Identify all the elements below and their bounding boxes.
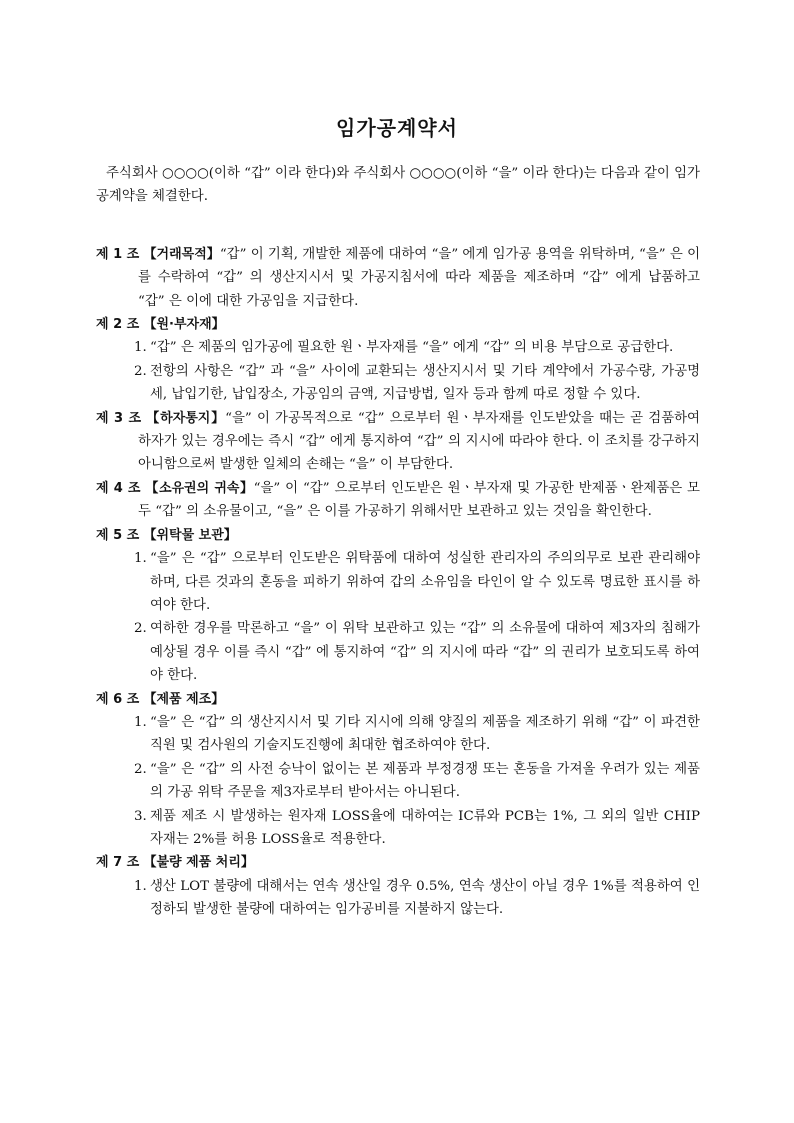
article-6 — [96, 688, 700, 711]
article-6-subject: 【제품 제조】 — [143, 691, 225, 707]
item-number: 2. — [134, 621, 147, 637]
article-2 — [96, 313, 700, 336]
item-text: “갑” 은 제품의 임가공에 필요한 원ㆍ부자재를 “을” 에게 “갑” 의 비용 부담으로 공급한다. — [150, 340, 674, 356]
document-title: 임가공계약서 — [336, 116, 458, 140]
article-2-item-2 — [96, 360, 700, 407]
item-text: “을” 은 “갑” 의 사전 승낙이 없이는 본 제품과 부정경쟁 또는 혼동을 가져올 우려가 있는 제품의 가공 위탁 주문을 제3자로부터 받아서는 아니된다. — [150, 761, 700, 801]
article-4-number: 제 4 조 — [96, 480, 141, 496]
article-4-text: “을” 이 “갑” 으로부터 인도받은 원ㆍ부자재 및 가공한 반제품ㆍ완제품은 모두 “갑” 의 소유물이고, “을” 은 이를 가공하기 위해서만 보관하고 있는 것임을 확인한다. — [138, 480, 700, 520]
item-text: “을” 은 “갑” 의 생산지시서 및 기타 지시에 의해 양질의 제품을 제조하기 위해 “갑” 이 파견한 직원 및 검사원의 기술지도진행에 최대한 협조하여야 한다. — [150, 714, 700, 754]
article-6-item-1 — [96, 711, 700, 758]
article-3-subject: 【하자통지】 — [146, 410, 226, 426]
item-text: “을” 은 “갑” 으로부터 인도받은 위탁품에 대하여 성실한 관리자의 주의의무로 보관 관리해야하며, 다른 것과의 혼동을 피하기 위하여 갑의 소유임을 타인이 알 수 있도록 명료한 표시를 하여야 한다. — [150, 551, 700, 613]
article-5-number: 제 5 조 — [96, 527, 140, 543]
item-number: 1. — [134, 551, 147, 567]
intro-paragraph: 주식회사 ○○○○(이하 “갑” 이라 한다)와 주식회사 ○○○○(이하 “을” 이라 한다)는 다음과 같이 임가공계약을 체결한다. — [96, 166, 700, 205]
item-number: 3. — [134, 808, 147, 824]
article-5-subject: 【위탁물 보관】 — [143, 527, 237, 543]
article-1 — [96, 243, 700, 313]
document-body — [96, 162, 700, 922]
article-1-number: 제 1 조 — [96, 246, 140, 262]
article-7-item-1 — [96, 875, 700, 922]
article-4 — [96, 477, 700, 524]
article-5-item-1 — [96, 547, 700, 617]
article-7 — [96, 851, 700, 874]
item-number: 1. — [134, 714, 147, 730]
article-2-item-1 — [96, 336, 700, 359]
article-1-text: “갑” 이 기획, 개발한 제품에 대하여 “을” 에게 임가공 용역을 위탁하며, “을” 은 이를 수락하여 “갑” 의 생산지시서 및 가공지침서에 따라 제품을 제조하며 “갑” 에게 납품하고 “갑” 은 이에 대한 가공임을 지급한다. — [138, 246, 701, 309]
article-3 — [96, 407, 700, 477]
article-5 — [96, 524, 700, 547]
item-number: 2. — [134, 761, 147, 777]
article-2-subject: 【원·부자재】 — [143, 317, 225, 333]
item-text: 생산 LOT 불량에 대해서는 연속 생산일 경우 0.5%, 연속 생산이 아닐 경우 1%를 적용하여 인정하되 발생한 불량에 대하여는 임가공비를 지불하지 않는다. — [150, 878, 700, 918]
item-number: 2. — [134, 363, 147, 379]
article-2-number: 제 2 조 — [96, 317, 140, 333]
article-6-item-3 — [96, 805, 700, 852]
item-text: 제품 제조 시 발생하는 원자재 LOSS율에 대하여는 IC류와 PCB는 1%, 그 외의 일반 CHIP 자재는 2%를 허용 LOSS율로 적용한다. — [150, 808, 700, 847]
article-6-item-2 — [96, 758, 700, 805]
item-number: 1. — [134, 878, 147, 894]
article-1-subject: 【거래목적】 — [143, 246, 220, 262]
article-7-number: 제 7 조 — [96, 855, 140, 871]
article-3-number: 제 3 조 — [96, 410, 142, 426]
article-3-text: “을” 이 가공목적으로 “갑” 으로부터 원ㆍ부자재를 인도받았을 때는 곧 검품하여 하자가 있는 경우에는 즉시 “갑” 에게 통지하여 “갑” 의 지시에 따라야 한다. 이 조치를 강구하지 아니함으로써 발생한 일체의 손해는 “을” 이 부담한다. — [138, 410, 700, 473]
article-5-item-2 — [96, 617, 700, 687]
article-7-subject: 【불량 제품 처리】 — [143, 855, 254, 871]
article-6-number: 제 6 조 — [96, 691, 140, 707]
item-text: 전항의 사항은 “갑” 과 “을” 사이에 교환되는 생산지시서 및 기타 계약에서 가공수량, 가공명세, 납입기한, 납입장소, 가공임의 금액, 지급방법, 일자 등과 함께 따로 정할 수 있다. — [150, 363, 700, 403]
article-4-subject: 【소유권의 귀속】 — [145, 480, 254, 496]
item-text: 여하한 경우를 막론하고 “을” 이 위탁 보관하고 있는 “갑” 의 소유물에 대하여 제3자의 침해가 예상될 경우 이를 즉시 “갑” 에 통지하여 “갑” 의 지시에 따라 “갑” 의 권리가 보호되도록 하여야 한다. — [150, 621, 700, 684]
item-number: 1. — [134, 340, 147, 356]
